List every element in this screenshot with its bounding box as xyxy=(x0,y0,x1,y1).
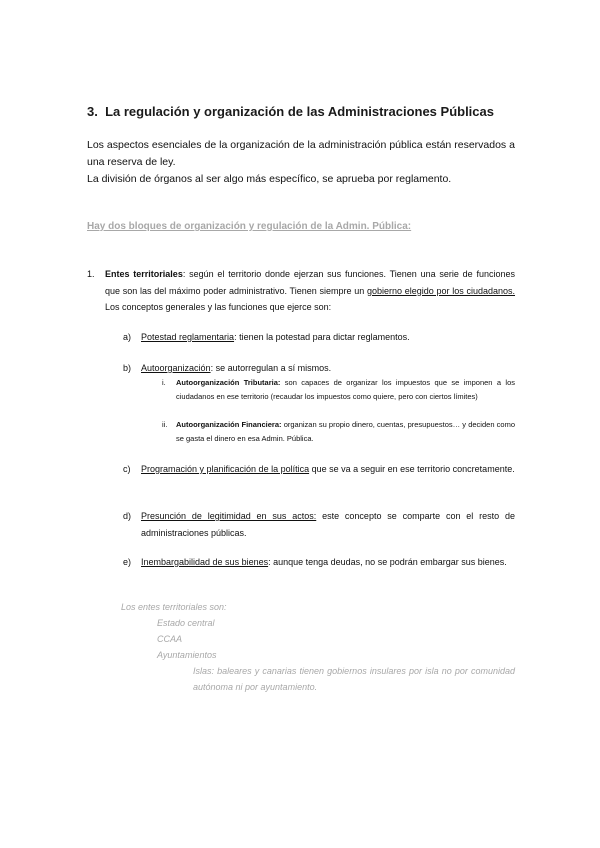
subitem-c xyxy=(123,461,515,478)
subitem-letter: d) xyxy=(123,511,132,521)
roman-number: ii. xyxy=(162,420,168,429)
item-text-a: : según el territorio donde ejerzan sus funciones. Tienen una serie de funciones que son las del máximo poder administrativo. Tienen siempre un xyxy=(105,269,516,296)
subitem-text: este concepto se comparte con el resto de administraciones públicas. xyxy=(141,511,515,538)
subitem-letter: e) xyxy=(123,557,132,567)
subitem-term: Programación y planificación de la política xyxy=(141,464,310,474)
item-text-b: Los conceptos generales y las funciones que ejerce son: xyxy=(105,302,332,312)
subitem-term: Autoorganización xyxy=(141,363,211,373)
subitem-text: : aunque tenga deudas, no se podrán embargar sus bienes. xyxy=(268,557,507,567)
subitem-d xyxy=(123,508,515,541)
subitem-letter: a) xyxy=(123,332,132,342)
subitem-b-i xyxy=(162,376,515,404)
note-islas: Islas: baleares y canarias tienen gobiernos insulares por isla no por comunidad autónoma ni por ayuntamiento. xyxy=(193,666,515,692)
subitem-letter: b) xyxy=(123,363,132,373)
subitem-letter: c) xyxy=(123,464,131,474)
roman-text: son capaces de organizar los impuestos que se imponen a los ciudadanos en ese territorio (recaudar los impuestos como quiere, pero con ciertos límites) xyxy=(176,378,515,401)
roman-term: Autoorganización Financiera: xyxy=(176,420,282,429)
subitem-text: : tienen la potestad para dictar reglamentos. xyxy=(234,332,410,342)
note-intro: Los entes territoriales son: xyxy=(121,602,227,612)
note-ayuntamientos: Ayuntamientos xyxy=(157,650,217,660)
item-term: Entes territoriales xyxy=(105,269,183,279)
subitem-b-ii xyxy=(162,418,515,446)
note-estado-central: Estado central xyxy=(157,618,215,628)
intro-paragraph-2: La división de órganos al ser algo más específico, se aprueba por reglamento. xyxy=(87,173,452,185)
section-title: La regulación y organización de las Administraciones Públicas xyxy=(105,104,494,119)
roman-number: i. xyxy=(162,378,166,387)
subitem-term: Inembargabilidad de sus bienes xyxy=(141,557,269,567)
section-heading xyxy=(87,104,494,119)
item-number: 1. xyxy=(87,269,95,279)
subitem-term: Presunción de legitimidad en sus actos: xyxy=(141,511,317,521)
section-number: 3. xyxy=(87,104,98,119)
item-underlined: gobierno elegido por los ciudadanos. xyxy=(366,285,516,296)
subitem-text: que se va a seguir en ese territorio concretamente. xyxy=(309,464,515,474)
subitem-b xyxy=(123,360,515,377)
intro-paragraph-1: Los aspectos esenciales de la organización de la administración pública están reservados a una reserva de ley. xyxy=(87,139,515,168)
gray-heading: Hay dos bloques de organización y regulación de la Admin. Pública: xyxy=(87,221,412,232)
subitem-a xyxy=(123,329,515,346)
roman-text: organizan su propio dinero, cuentas, presupuestos… y deciden como se gasta el dinero en esa Admin. Pública. xyxy=(176,420,516,443)
subitem-e xyxy=(123,554,515,571)
note-ccaa: CCAA xyxy=(157,634,183,644)
list-item-entes-territoriales xyxy=(87,266,515,316)
roman-term: Autoorganización Tributaria: xyxy=(176,378,281,387)
subitem-term: Potestad reglamentaria xyxy=(141,332,235,342)
subitem-text: : se autorregulan a sí mismos. xyxy=(210,363,332,373)
